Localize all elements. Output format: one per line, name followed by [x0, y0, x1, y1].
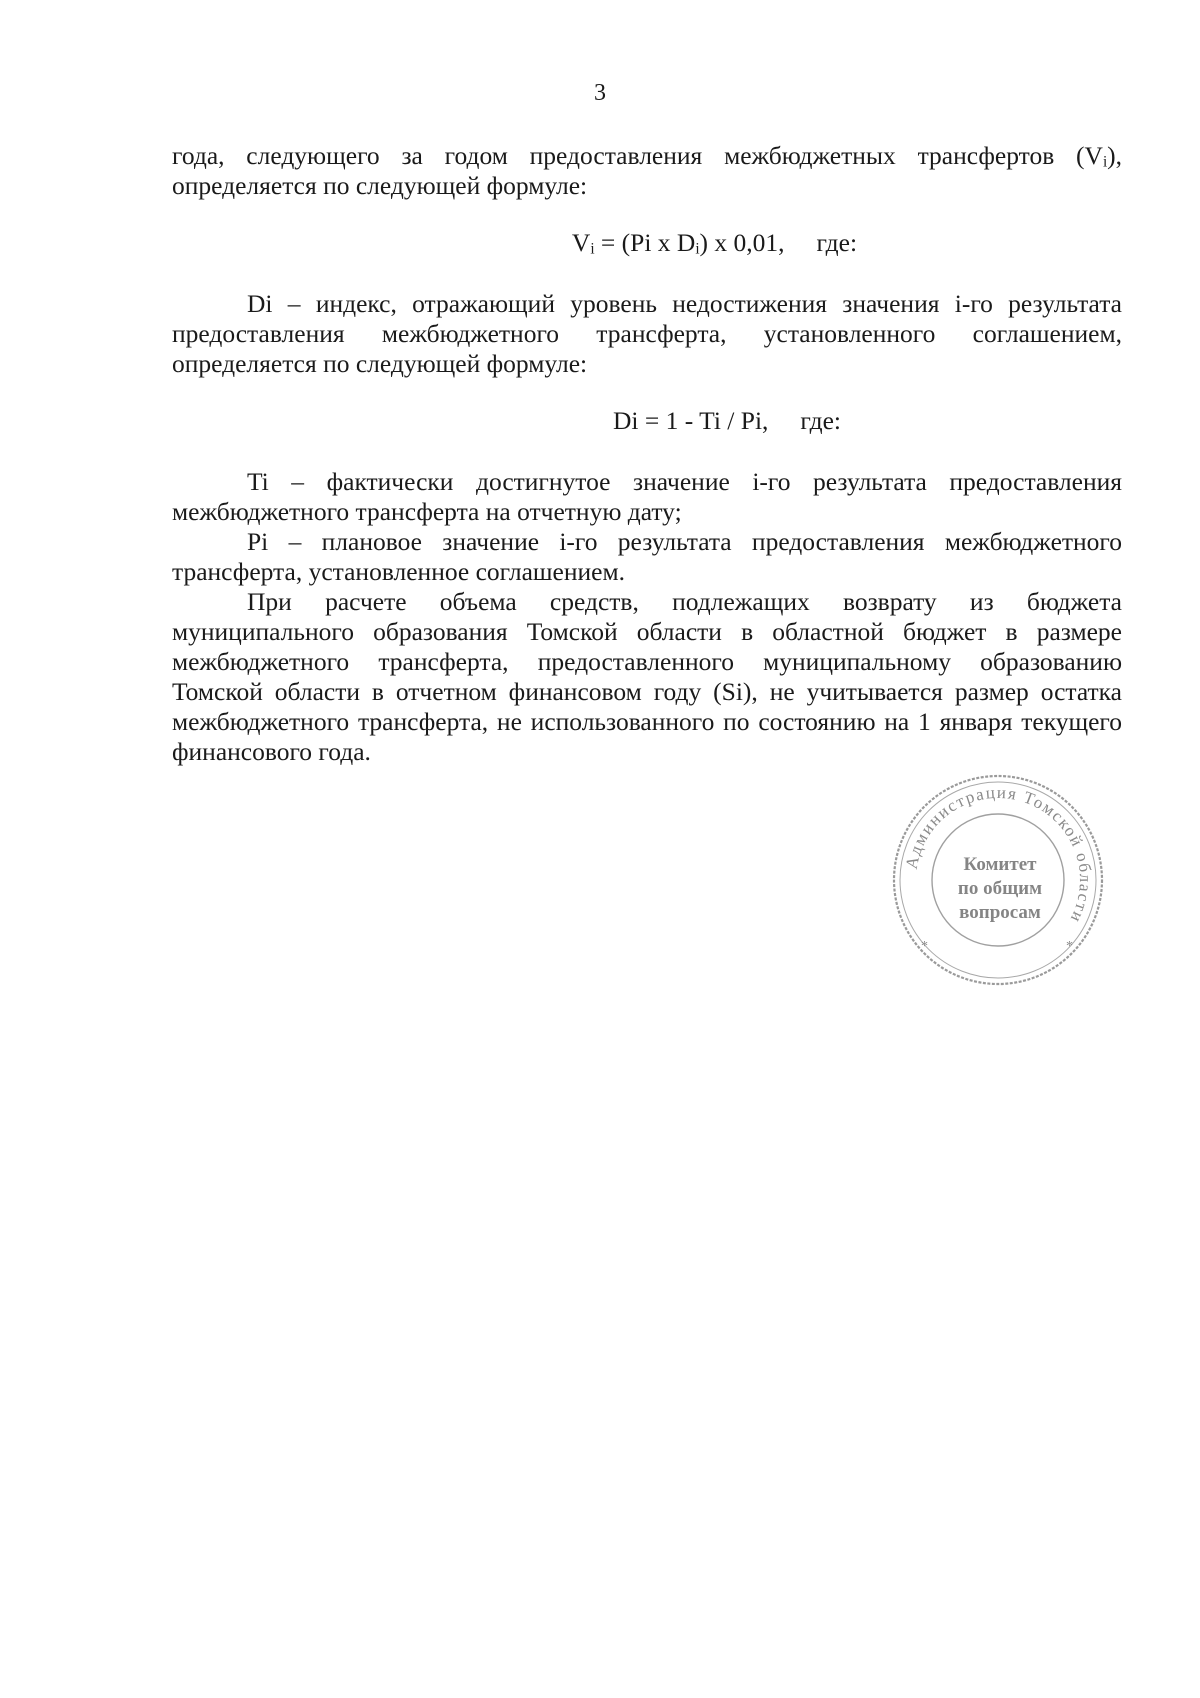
stamp-star-right: * [1066, 939, 1073, 954]
formula-vi-expression: Vᵢ = (Pi x Dᵢ) x 0,01, [571, 228, 785, 257]
formula-vi [172, 228, 1122, 258]
stamp-star-left: * [921, 939, 928, 954]
official-stamp [888, 770, 1108, 990]
paragraph-return-calculation: При расчете объема средств, подлежащих возврату из бюджета муниципального образования Томской области в областной бюджет в размере межбюджетного трансферта, предоставленного муниципальному образованию Томской области в отчетном финансовом году (Si), не учитывается размер остатка межбюджетного трансферта, не использованного по состоянию на 1 января текущего финансового года. [172, 587, 1122, 766]
formula-di-where: где: [800, 406, 841, 435]
paragraph-vi-definition: года, следующего за годом предоставления межбюджетных трансфертов (Vᵢ), определяется по следующей формуле: [172, 141, 1122, 200]
paragraph-pi-definition: Pi – плановое значение i-го результата предоставления межбюджетного трансферта, установленное соглашением. [172, 527, 1122, 586]
stamp-line-3: вопросам [959, 902, 1041, 923]
stamp-ring-text: Администрация Томской области [901, 782, 1096, 927]
paragraph-ti-definition: Ti – фактически достигнутое значение i-го результата предоставления межбюджетного трансферта на отчетную дату; [172, 467, 1122, 526]
formula-vi-where: где: [816, 228, 858, 257]
paragraph-di-definition: Di – индекс, отражающий уровень недостижения значения i-го результата предоставления межбюджетного трансферта, установленного соглашением, определяется по следующей формуле: [172, 289, 1122, 378]
stamp-line-2: по общим [957, 878, 1043, 899]
formula-di [172, 406, 1122, 436]
formula-di-expression: Di = 1 - Ti / Pi, [613, 406, 769, 435]
page-number: 3 [594, 80, 606, 106]
document-body [172, 141, 1122, 767]
stamp-line-1: Комитет [963, 854, 1037, 875]
